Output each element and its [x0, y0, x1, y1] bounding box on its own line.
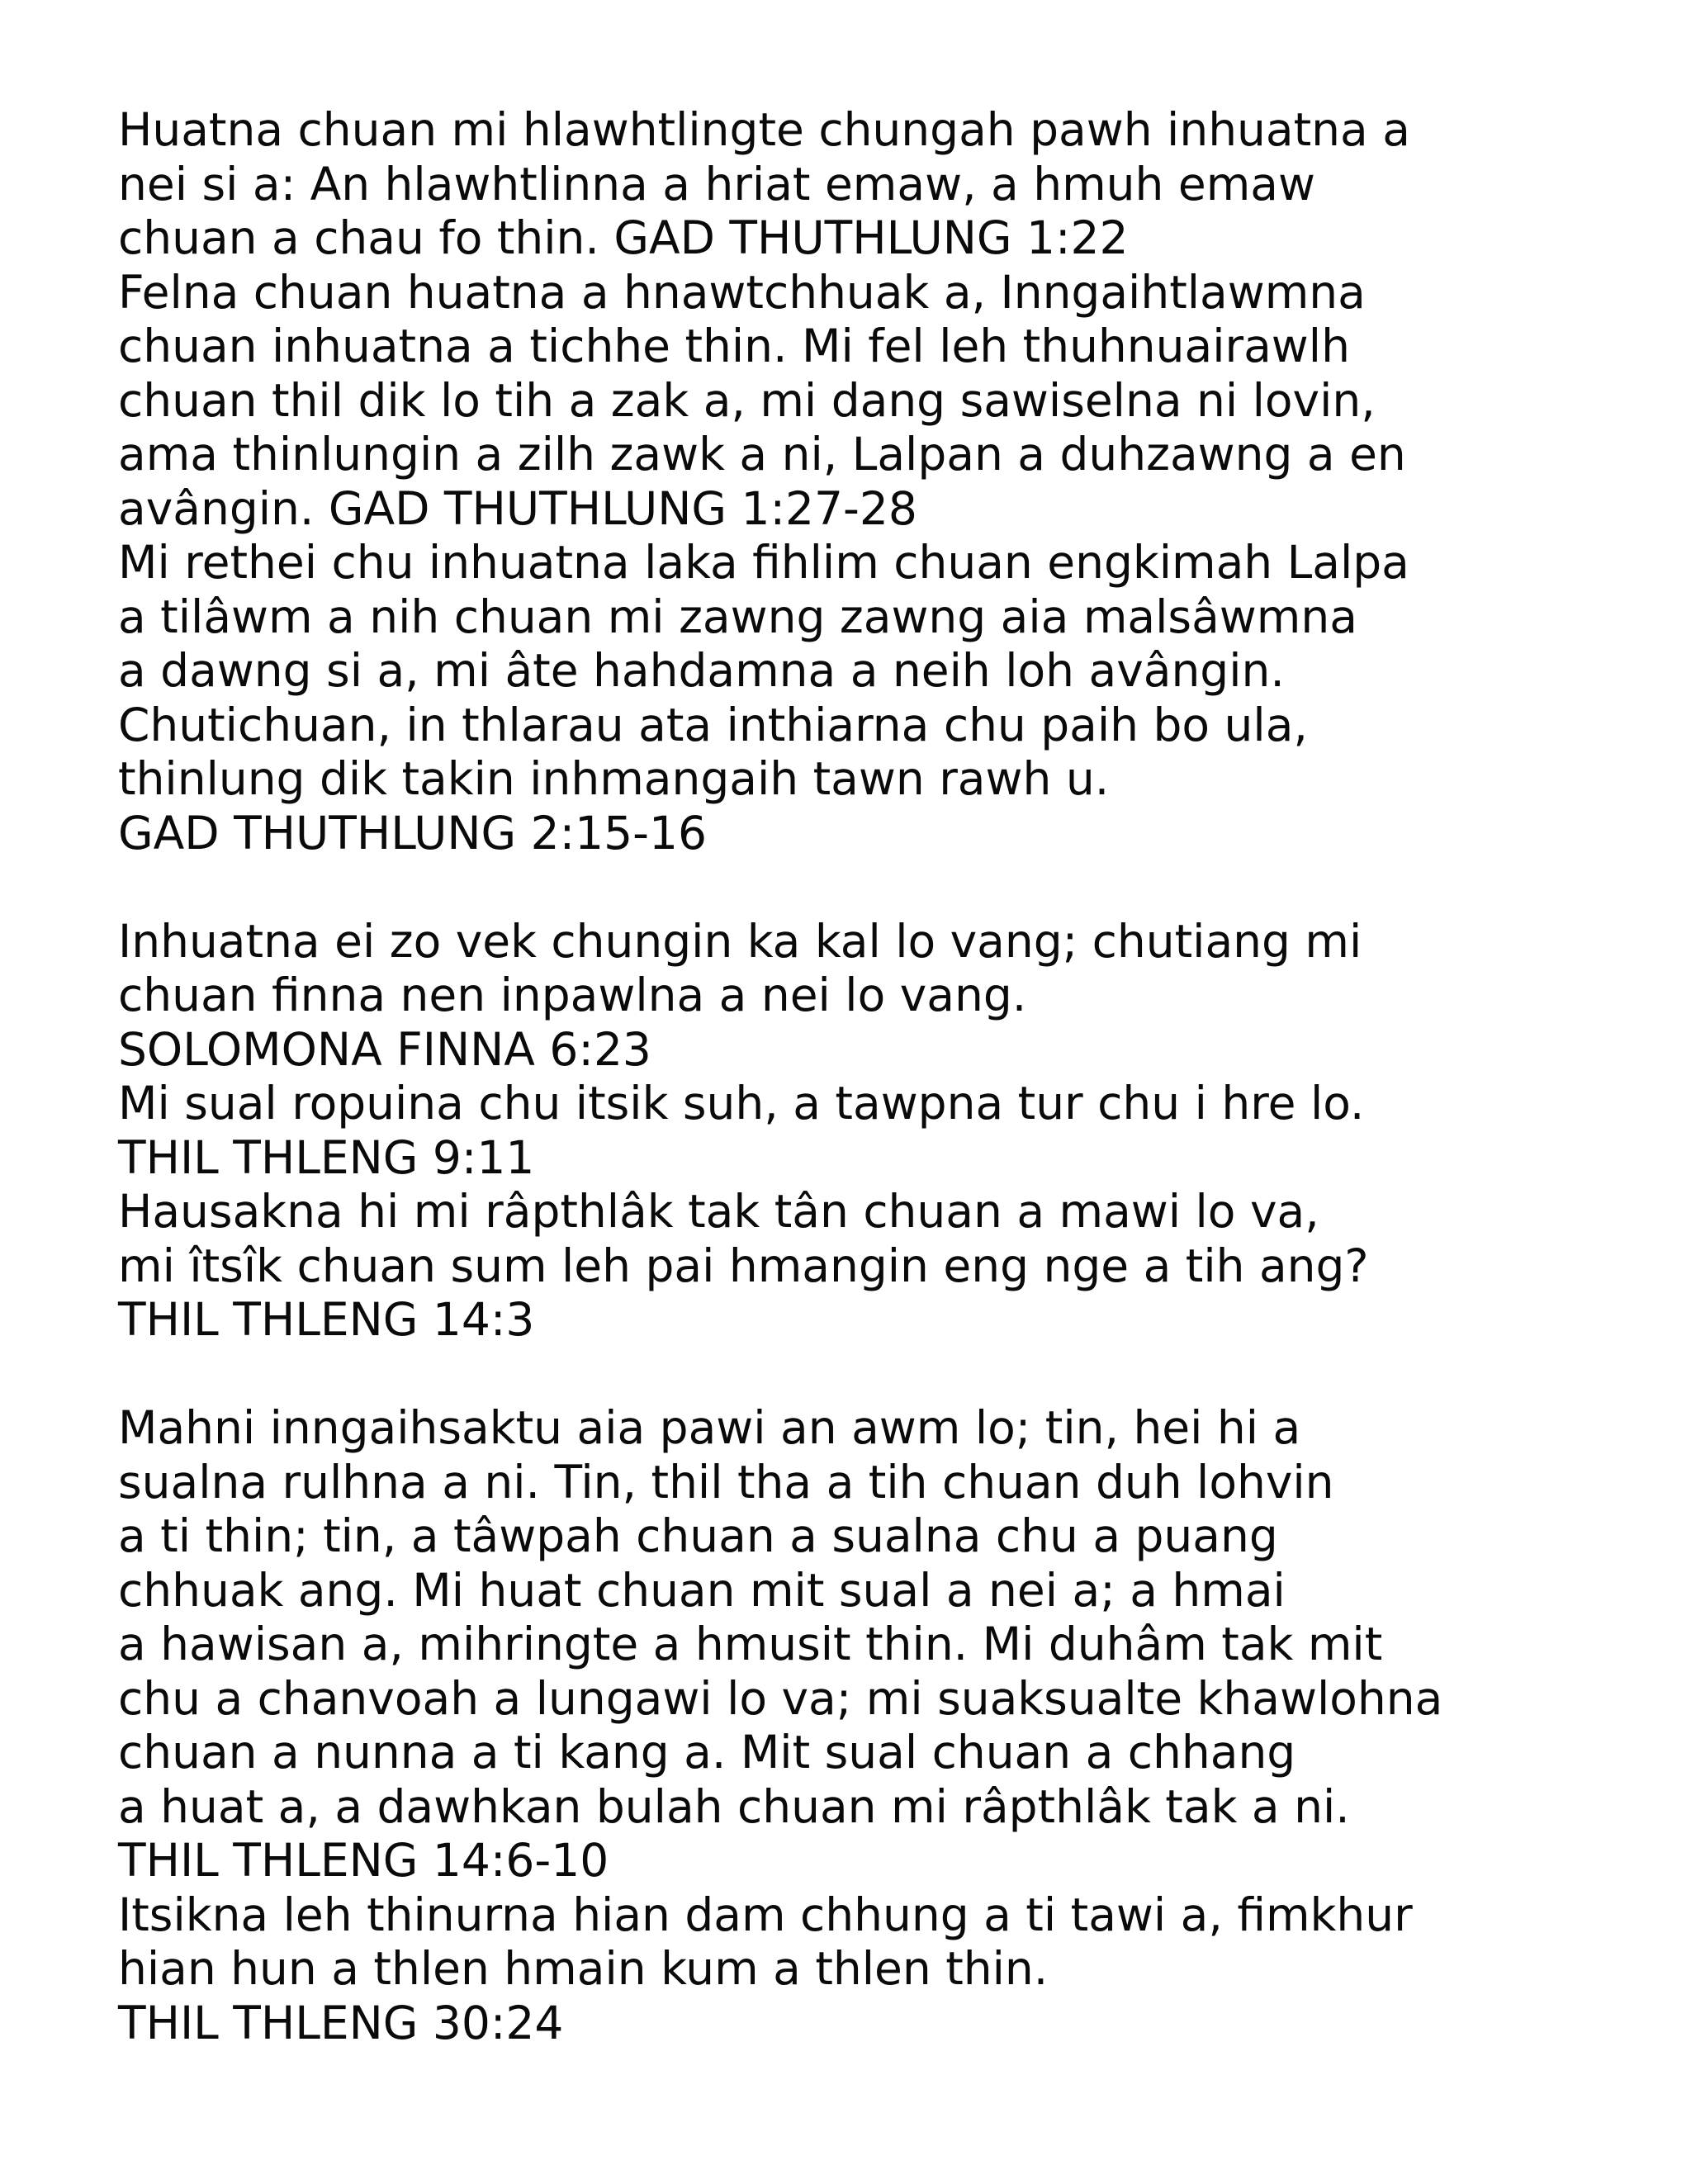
text-line: Huatna chuan mi hlawhtlingte chungah pawh inhuatna a: [118, 103, 1410, 156]
text-line: SOLOMONA FINNA 6:23: [118, 1022, 651, 1076]
text-line: chhuak ang. Mi huat chuan mit sual a nei a; a hmai: [118, 1563, 1286, 1617]
text-line: Mi sual ropuina chu itsik suh, a tawpna tur chu i hre lo.: [118, 1077, 1365, 1130]
text-line: chuan finna nen inpawlna a nei lo vang.: [118, 969, 1027, 1021]
text-line: Mi rethei chu inhuatna laka fihlim chuan engkimah Lalpa: [118, 536, 1409, 589]
text-line: thinlung dik takin inhmangaih tawn rawh u.: [118, 752, 1110, 805]
text-line: chu a chanvoah a lungawi lo va; mi suaksualte khawlohna: [118, 1671, 1443, 1725]
text-line: a tilâwm a nih chuan mi zawng zawng aia malsâwmna: [118, 590, 1357, 643]
text-line: a dawng si a, mi âte hahdamna a neih loh avângin.: [118, 644, 1285, 697]
text-line: Chutichuan, in thlarau ata inthiarna chu paih bo ula,: [118, 698, 1308, 751]
text-line: Inhuatna ei zo vek chungin ka kal lo vang; chutiang mi: [118, 914, 1362, 968]
text-line: GAD THUTHLUNG 2:15-16: [118, 806, 707, 860]
text-line: chuan a chau fo thin. GAD THUTHLUNG 1:22: [118, 211, 1129, 264]
text-line: Mahni inngaihsaktu aia pawi an awm lo; tin, hei hi a: [118, 1401, 1301, 1454]
text-line: ama thinlungin a zilh zawk a ni, Lalpan a duhzawng a en: [118, 428, 1406, 481]
paragraph-gap: [118, 1348, 1654, 1402]
document-text: [118, 103, 1654, 2050]
text-line: nei si a: An hlawhtlinna a hriat emaw, a hmuh emaw: [118, 157, 1315, 211]
text-line: sualna rulhna a ni. Tin, thil tha a tih chuan duh lohvin: [118, 1455, 1334, 1509]
text-line: chuan a nunna a ti kang a. Mit sual chuan a chhang: [118, 1726, 1296, 1779]
text-line: THIL THLENG 30:24: [118, 1996, 564, 2049]
text-line: chuan thil dik lo tih a zak a, mi dang sawiselna ni lovin,: [118, 373, 1376, 427]
text-line: chuan inhuatna a tichhe thin. Mi fel leh thuhnuairawlh: [118, 320, 1350, 372]
text-line: avângin. GAD THUTHLUNG 1:27-28: [118, 481, 917, 535]
text-line: Hausakna hi mi râpthlâk tak tân chuan a mawi lo va,: [118, 1185, 1319, 1238]
text-line: THIL THLENG 14:3: [118, 1293, 535, 1346]
text-line: Felna chuan huatna a hnawtchhuak a, Inngaihtlawmna: [118, 265, 1366, 319]
text-line: a hawisan a, mihringte a hmusit thin. Mi duhâm tak mit: [118, 1618, 1383, 1670]
text-line: Itsikna leh thinurna hian dam chhung a ti tawi a, fimkhur: [118, 1888, 1413, 1941]
text-line: hian hun a thlen hmain kum a thlen thin.: [118, 1942, 1049, 1995]
text-line: mi îtsîk chuan sum leh pai hmangin eng nge a tih ang?: [118, 1239, 1369, 1292]
text-line: THIL THLENG 9:11: [118, 1130, 535, 1184]
text-line: a huat a, a dawhkan bulah chuan mi râpthlâk tak a ni.: [118, 1779, 1350, 1833]
text-line: THIL THLENG 14:6-10: [118, 1834, 609, 1887]
text-line: a ti thin; tin, a tâwpah chuan a sualna chu a puang: [118, 1509, 1278, 1562]
paragraph-gap: [118, 860, 1654, 915]
